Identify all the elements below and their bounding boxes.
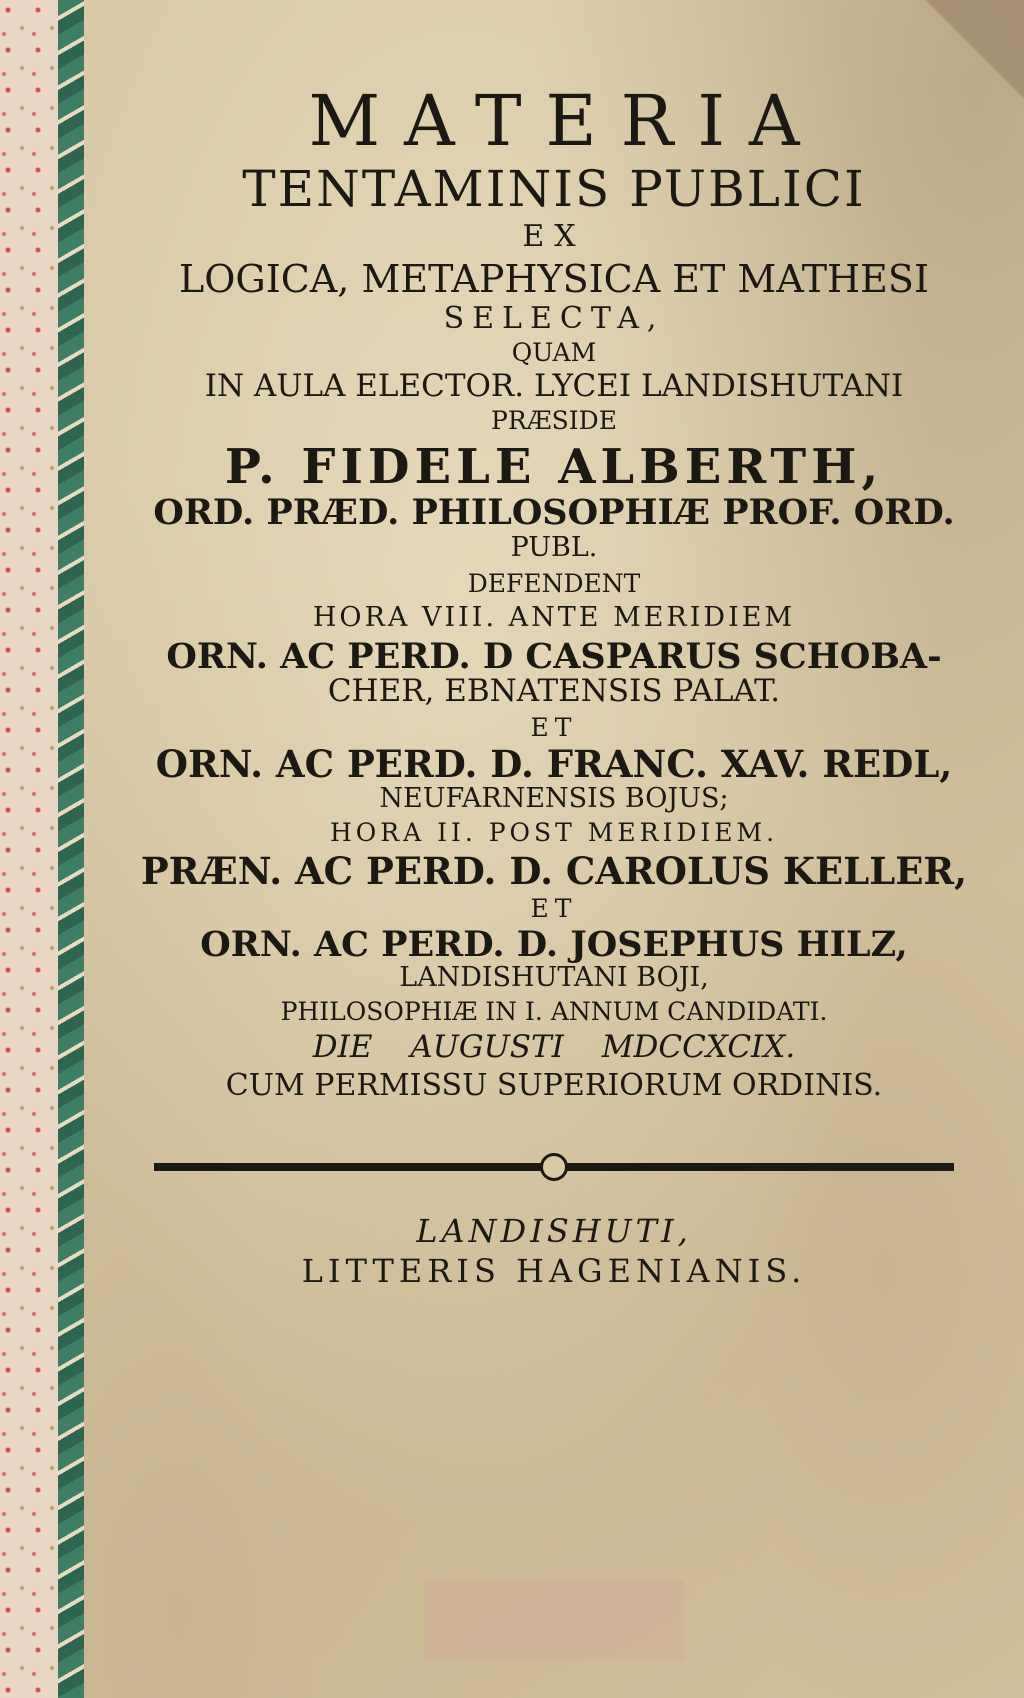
et-line-2: ET — [530, 894, 578, 923]
quam-line: QUAM — [511, 338, 597, 367]
praeside-line: PRÆSIDE — [491, 406, 617, 435]
rule-ornament-icon — [540, 1153, 568, 1181]
subjects-line: LOGICA, METAPHYSICA ET MATHESI — [179, 257, 929, 301]
binding-vine-border — [58, 0, 86, 1698]
president-title: ORD. PRÆD. PHILOSOPHIÆ PROF. ORD. — [153, 492, 955, 533]
president-name: P. FIDELE ALBERTH, — [224, 439, 884, 495]
imprint-printer: LITTERIS HAGENIANIS. — [301, 1252, 807, 1290]
defender-4-line-b: LANDISHUTANI BOJI, — [399, 962, 709, 993]
ornamental-rule — [154, 1163, 954, 1171]
defender-2-line-a: ORN. AC PERD. D. FRANC. XAV. REDL, — [155, 742, 953, 786]
permission-line: CUM PERMISSU SUPERIORUM ORDINIS. — [225, 1068, 883, 1103]
president-publ: PUBL. — [510, 532, 598, 563]
title-page-text — [84, 70, 1024, 1291]
faded-library-stamp — [424, 1580, 684, 1660]
hora-post-line: HORA II. POST MERIDIEM. — [329, 818, 779, 847]
selecta-line: SELECTA, — [443, 301, 665, 336]
ex-line: EX — [522, 219, 586, 254]
et-line-1: ET — [530, 713, 578, 742]
hora-ante-line: HORA VIII. ANTE MERIDIEM — [312, 602, 796, 633]
defender-1-line-b: CHER, EBNATENSIS PALAT. — [327, 673, 781, 709]
defender-4-line-a: ORN. AC PERD. D. JOSEPHUS HILZ, — [200, 924, 908, 965]
defender-1-line-a: ORN. AC PERD. D CASPARUS SCHOBA- — [166, 636, 942, 677]
date-line: DIE AUGUSTI MDCCXCIX. — [312, 1029, 796, 1065]
candidati-line: PHILOSOPHIÆ IN I. ANNUM CANDIDATI. — [280, 997, 828, 1026]
venue-line: IN AULA ELECTOR. LYCEI LANDISHUTANI — [204, 368, 904, 404]
defendent-line: DEFENDENT — [467, 569, 641, 598]
defender-3-line: PRÆN. AC PERD. D. CAROLUS KELLER, — [140, 849, 968, 893]
page-title: MATERIA — [308, 80, 824, 162]
imprint-place: LANDISHUTI, — [416, 1212, 692, 1250]
defender-2-line-b: NEUFARNENSIS BOJUS; — [379, 783, 729, 814]
title-page — [84, 0, 1024, 1698]
page-subtitle: TENTAMINIS PUBLICI — [242, 160, 866, 218]
